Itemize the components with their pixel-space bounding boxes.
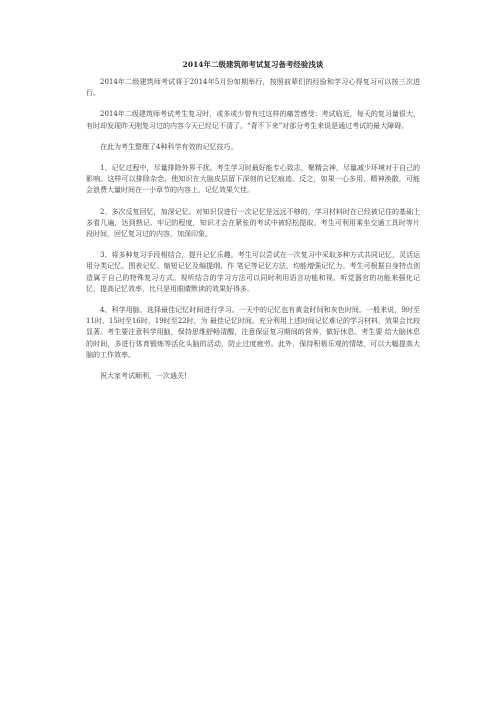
paragraph-intro: 2014年二级建筑师考试将于2014年5月份如期举行，按照前辈们的经验和学习心得复习可以按三次进行。 — [86, 78, 420, 98]
paragraph-background: 2014年二级建筑师考试考生复习时，或多或少曾有过这样的痛苦感受：考试临近，每天的复习量很大，有时却发现昨天刚复习过的内容今天已经记不清了。“背不下来”对部分考生来说是通过考试的最大障碍。 — [86, 110, 420, 130]
paragraph-tip-2: 2、多次反复回忆，加深记忆。对知识仅进行一次记忆是远远不够的，学习材料时在已经被记住的基础上多看几遍，达到熟记、牢记的程度，知识才会在紧张的考试中被轻松提取。考生可利用乘坐交通工具时等片段时间，回忆复习过的内容，加深印象。 — [86, 207, 420, 239]
document-page — [86, 60, 420, 392]
paragraph-tip-1: 1、记忆过程中，尽量排除外界干扰。考生学习时最好能专心致志，聚精会神，尽量减少环境对于自己的影响。这样可以排除杂念，使知识在大脑皮层留下深刻的记忆痕迹。反之，如果一心多用，精神涣散，可能会浪费大量时间在一小章节的内容上，记忆效果欠佳。 — [86, 164, 420, 195]
paragraph-tip-3: 3、将多种复习手段相结合，提升记忆乐趣。考生可以尝试在一次复习中采取多种方式共同记忆，灵活运用分类记忆、图表记忆、缩短记忆及编提纲、作 笔记等记忆方法，均能增强记忆力。考生可根据自身特点创造属于自己的特殊复习方式。视听结合的学习方法可以同时利用语言功能和视、听觉器官的功能来强化记 忆，提高记忆效率，比只是用眼睛默读的效果好得多。 — [86, 251, 420, 293]
paragraph-overview: 在此为考生整理了4种科学有效的记忆技巧。 — [100, 142, 238, 151]
paragraph-closing: 祝大家考试顺利，一次通关! — [100, 372, 187, 381]
document-title: 2014年二级建筑师考试复习备考经验浅谈 — [182, 60, 324, 69]
paragraph-tip-4: 4、科学用脑，选择最佳记忆时间进行学习。一天中的记忆也有黄金时间和灰色时间。一般来说，9时至11时、15时至16时、19时至22时，为 最佳记忆时间。充分利用上述时间记忆难记的学习材料，效果会比较显著。考生要注意科学用脑，保持思维舒畅清醒，注意保证复习期间的营养，做好休息。考生要 给大脑休息的时间，多进行体育锻炼等活化头脑的活动，防止过度疲劳。此外，保持积极乐观的情绪，可以大幅提高大脑的工作效率。 — [86, 306, 420, 359]
